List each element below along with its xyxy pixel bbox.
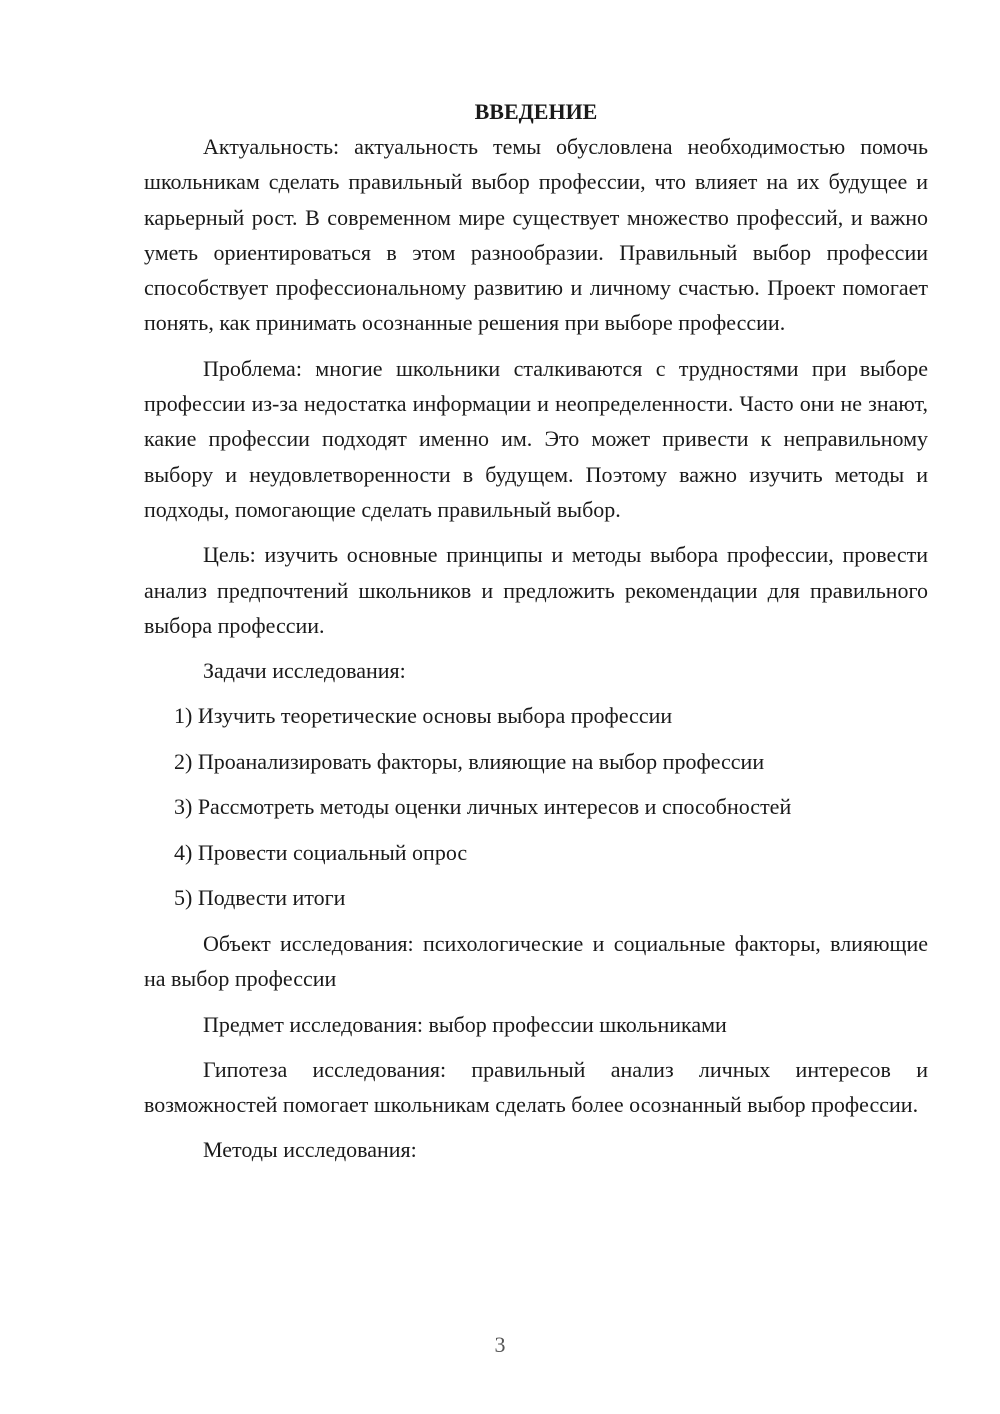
- list-item: 4) Провести социальный опрос: [174, 839, 468, 865]
- list-item: 2) Проанализировать факторы, влияющие на выбор профессии: [174, 748, 765, 774]
- methods-heading: Методы исследования:: [203, 1137, 417, 1163]
- list-item: 3) Рассмотреть методы оценки личных интересов и способностей: [174, 794, 792, 820]
- tasks-heading: Задачи исследования:: [203, 658, 406, 684]
- paragraph-problem: Проблема: многие школьники сталкиваются с трудностями при выборе профессии из-за недостатка информации и неопределенности. Часто они не знают, какие профессии подходят именно им. Это может привести к неправильному выбору и неудовлетворенности в будущем. Поэтому важно изучить методы и подходы, помогающие сделать правильный выбор.: [144, 355, 928, 522]
- paragraph-object: Объект исследования: психологические и социальные факторы, влияющие на выбор профессии: [144, 930, 928, 992]
- tasks-list: [144, 698, 928, 915]
- paragraph-goal: Цель: изучить основные принципы и методы выбора профессии, провести анализ предпочтений школьников и предложить рекомендации для правильного выбора профессии.: [144, 542, 928, 638]
- list-item: 1) Изучить теоретические основы выбора профессии: [174, 703, 673, 729]
- page-number: 3: [494, 1332, 506, 1357]
- page-body: [144, 94, 928, 1178]
- paragraph-relevance: Актуальность: актуальность темы обусловлена необходимостью помочь школьникам сделать правильный выбор профессии, что влияет на их будущее и карьерный рост. В современном мире существует множество профессий, и важно уметь ориентироваться в этом разнообразии. Правильный выбор профессии способствует профессиональному развитию и личному счастью. Проект помогает понять, как принимать осознанные решения при выборе профессии.: [144, 134, 928, 336]
- paragraph-subject: Предмет исследования: выбор профессии школьниками: [203, 1011, 727, 1037]
- paragraph-hypothesis: Гипотеза исследования: правильный анализ личных интересов и возможностей помогает школьникам сделать более осознанный выбор профессии.: [144, 1056, 928, 1118]
- list-item: 5) Подвести итоги: [174, 885, 346, 911]
- page-title: ВВЕДЕНИЕ: [474, 99, 598, 124]
